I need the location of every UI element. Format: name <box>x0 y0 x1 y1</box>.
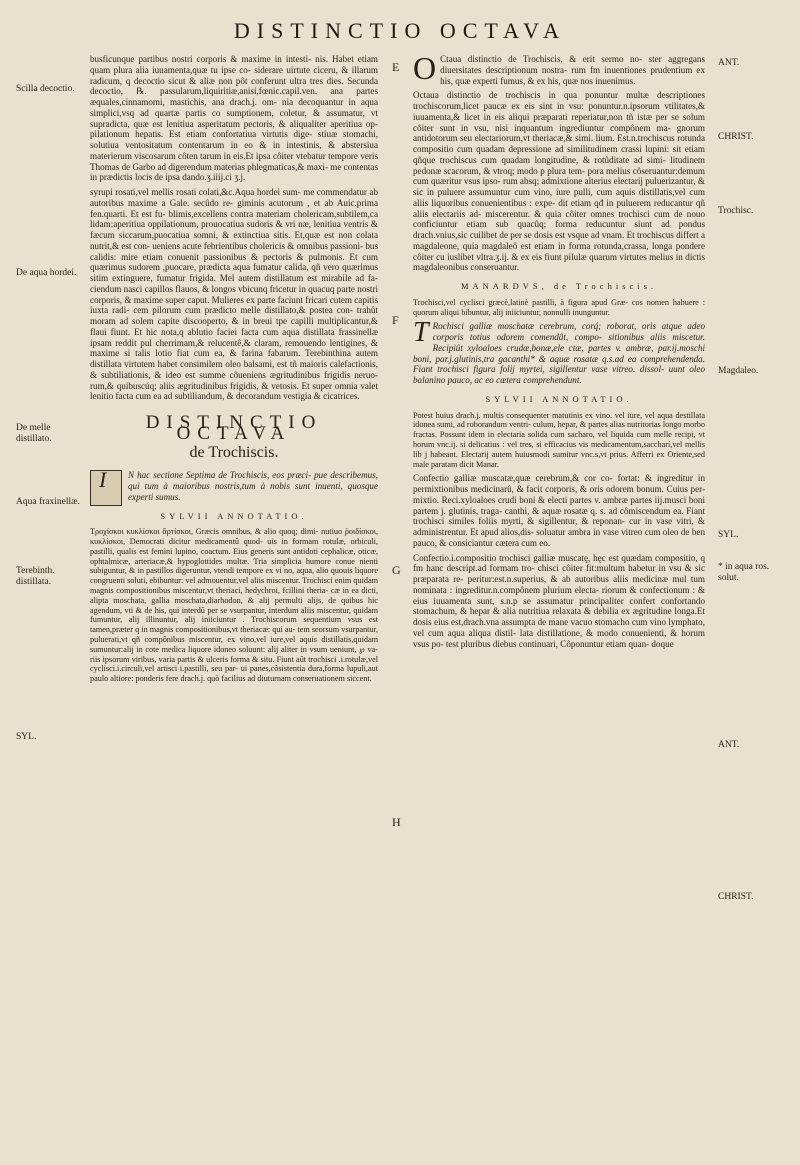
paragraph: Octaua distinctio de trochiscis in qua ponuntur multæ descriptiones trochiscorum,licet paucæ ex eis sint in vsu: ponuntur.n.ipsorum vtilitates,& iuuamenta,& licet in eis aliqui præparati reperiatur,non tñ istæ per se solum côiter sunt in vsu, nisi inquantum ingrediuntur compônem ma- gnorum antidotorum seu electariorum,vt theriacæ,& simi. lium. Est.n.trochiscus rotunda compositio cum quadam depressione ad similitudinem crassi lupini: sit etiam qñque trochiscus cum quadam longitudine, & rotûditate ad simi- litudinem pedonæ scacorum, & vtroq; modo p plura tem- pora melius côseruantur:demum cum quæritur vsus ipso- rum absq; admixtione alterius electarij puluerizantur, & sic in puluere assumuntur cum vino, iure pulli, cum aquis distillatis,vel cum aliis liquoribus conuenientibus : expe- dit etiam qđ in puluerem reducantur qñ aliis electariis ad- miscerentur. & quia côiter omnes trochisci cum de nouo conficiuntur etiam sub quacûq; forma reducuntur siunt ad pondus drach.vnius,sic cuilibet de per se dosis est vsque ad vnam. Et trochiscus differt a magdaleone, quia magdaleô est etiam in forma rotunda,crassa, longa pondere côiter cu iuslibet vltra.ʒ.ij. & ex eis fiunt pilulæ quarum virtutes melius in dictis magdaleonibus conseruantur. <box>413 90 705 273</box>
annotation-text: Potest huius drach.j. multis consequenter matutinis ex vino. vel iure, vel aqua destillata idonea sumi, ad roborandum ventri- culum, hepar, & partes alias nutritorias longo morbo fractas. Possunt idem in electaria solida cum sacharo, vel liquida cum melle recipi, vt horum vnc.ij. si delicatius : vel tres, si efficacius vis medicamentum,saccharí,vel mellis lib j habeant. Electarij autem huiusmodi sumitur vnc.s,vt prius. Afferri ex Oriente,sed male paratam dicit Manar. <box>413 410 705 469</box>
paragraph: Confectio galliæ muscatæ,quæ cerebrum,& cor co- fortat: & ingreditur in permixtionibus medicinarû, & facit corporis, & oris odorem bonum. Cuius per- mixtio. Reci.xyloaloes crudi boni & electi partes v. ambræ partes iij.musci boni partem j. glutinis, traga- canthi, & aquæ rosatæ q. s. ad cômiscendum ea. Fiant trochisci similes foliis myrti, & sigillentur, & reponan- cur in vase vitri, & administrentur. Et apud alios,dis- soluatur ambra in vase vitreo cum oleo de ben pauco, & consiciantur cætera cum eo. <box>413 473 705 548</box>
margin-note-christ-2: CHRIST. <box>718 892 754 902</box>
margin-note-scilla: Scilla decoctio. <box>16 84 75 94</box>
intro-text: N hac sectione Septima de Trochiscis, eos præci- pue describemus, qui tum à maioribus nostris,tum à nobis sunt inuenti, quosque experti sumus. <box>128 470 378 502</box>
margin-note-melle: De melle distillato. <box>16 423 52 444</box>
margin-note-aqua-hordei: De aqua hordei. <box>16 268 77 278</box>
section-title: DISTINCTIO OCTAVA <box>145 412 323 444</box>
running-head: DISTINCTIO OCTAVA <box>233 18 567 43</box>
margin-note-syl: SYL. <box>16 732 37 742</box>
section-letter-f: F <box>392 313 399 327</box>
ornamental-initial: I <box>90 470 122 506</box>
annotation-heading: SYLVII ANNOTATIO. <box>485 393 633 404</box>
section-subtitle: de Trochiscis. <box>189 443 279 461</box>
margin-note-christ: CHRIST. <box>718 132 754 142</box>
manardus-heading: MANARDVS, de Trochiscis. <box>460 281 658 291</box>
italic-block: Rochisci galliæ moschatæ cerebrum, corq́; roborat, oris atque adeo corporis totius odorem comendât, compo- sitionibus aliis miscetur. Recipiût xyloaloes crudæ,bonæ,ele ctæ, partes v. ambræ, par.ij.moschi boni, par.j.glutinis,tra gacanthi* & aquæ rosatæ q.s.ad ea comprehendenda. Fiant trochisci figura folij myrtei, sigillentur vase vitreo. dissol- uunt oleo balanino pauco, ac eo cætera comprehendunt. <box>413 321 705 386</box>
margin-note-aqua-fraxinella: Aqua fraxinellæ. <box>16 497 80 507</box>
right-column <box>413 50 705 653</box>
manardus-text: Trochisci,vel cyclisci græcè,latinè pastilli, à figura apud Græ- cos nomen habuere : quorum aliqui bibuntur, alij iniiciuntur, nonnulli inunguntur. <box>413 297 705 317</box>
paragraph: busficunque partibus nostri corporis & maxime in intesti- nis. Habet etiam quam plura alia iuuamenta,quæ tu ipse co- siderare uirtute ciceru, & illarum radicum, q decoctio sicut & aliæ non pôt conferunt ultra tres dies. Secunda decoctio, ℞. passularum,liquiritiæ,anisi,fœnic.capil.ven. ana partes æquales,cinnamomi, mastichis, ana drach.j. om- nia decoquantur in aqua simplici,vsq ad quartæ partis co sumptionem, coletur, & assumatur, vt supradicta, quæ est lenitiua asperitatum pectoris, & aliqualiter aperitiua op- pilationum hepatis. Est etiam confortatiua virtutis dige- stiuæ stomachi, solutiua ventositatum contentarum in eo & in intestinis, & abstersiua materierum viscosarum côten tarum in eis.Et ipsa côiter vtebatur tempore veris Thomas de Garbo ad digerendum materias phlegmaticas,& maxi- me contentas in prædictis locis de ipsa dando.ʒ.iiij.ci ʒ.j. <box>90 54 378 183</box>
drop-cap-t: T <box>413 317 429 349</box>
left-column <box>90 54 378 688</box>
drop-cap-o: O <box>413 50 437 86</box>
margin-note-rosolu: * in aqua ros. solut. <box>718 562 770 583</box>
section-letter-h: H <box>392 815 401 829</box>
margin-note-ant: ANT. <box>718 58 740 68</box>
paragraph: Ctaua distinctio de Trochiscis, & erit sermo no- ster aggregans diuersitates descriptionum nostra- rum fm inuentiones prudentium ex his, quæ experti fumus, & ex his, quæ nos inuenimus. <box>440 54 705 86</box>
margin-note-trochisc: Trochisc. <box>718 206 754 216</box>
margin-note-ant-2: ANT. <box>718 740 740 750</box>
margin-note-syl-right: SYL. <box>718 530 739 540</box>
margin-note-magdal: Magdaleo. <box>718 366 759 376</box>
annotation-text: Τροχίσκοι κυκλίσκοι ἄρτίσκοι, Græcis omnibus, & alio quoq; dimi- nutiuo ῥοιδίσκοι, κυκλίσκοι, Democrati dicitur medicamentû quod- uis in formam rotulæ, orbiculi, pastilli, qualis est femini lupino, coactum. Eius generis sunt antidoti cephalicæ, oticæ, ophtalmicæ, arteriacæ,& hypoglottides multæ. Tria simplicia humore conue nienti subiguntur, & in pastillos digeruntur, vtendi tempore ex vi no, aqua, alio quouis liquore congruenti soluti, ebibuntur: vel admouentur,vel aliis miscentur. Trochisci enim quidam magnis compositionibus miscentur,vt theriaci, hedychroi, fcillini theria- cæ in ea dicti, alipta moschata, gallia moschata,diarhodon, & alij permulti alijs, de quibus hic agendum, vti & de his, qui interdû per se vsurpantur, interdum aliis miscentur, quidam fumuntur, alij illinuntur, alij iniiciuntur . Trochiscorum sequentium vsus est tamen,præter q in magnis compositionibus,vt theriacæ: qui au- tem seorsum vsurpantur, puluerati,vt qñ compônibus miscentur, ex vino,vel iure,vel aquis distillatis,quidam sumuntur:alij in cote medica liquore idoneo soluunt: alij aliter in vsum ueniunt, ℘ va- riis ipsorum viribus, varia partis & ulceris forma & situ. Fiunt aût trochisci .i.rotulæ,vel cyclisci.i.circuli,vel artisci i.pastilli, seu par- ui panes,côsistentia dura,forma lupuli,aut paulo altiore: ponderis fere drach.j. quò facilius ad diuturnam conseruationem siccent. <box>90 527 378 684</box>
section-letter-e: E <box>392 60 400 74</box>
annotation-heading: SYLVII ANNOTATIO. <box>160 510 308 521</box>
section-letter-g: G <box>392 563 401 577</box>
margin-note-terebinthina: Terebinth. distillata. <box>16 566 55 587</box>
paragraph: syrupi rosati,vel mellis rosati colati,&c.Aqua hordei sum- me commendatur ab autoribus maxime a Gale. secûdo re- giminis acutorum , et ab Auic.prima fen.quarti. Et est fu- blimis,excellens contra materiam cholericam,subtilem,ca lidam:aperitiua oppilationum, prouocatiua sudoris & vri næ, lenitiua ventris & fæcum siccarum,puocatiua somni, & extinctiua sitis. Et,quæ est non colata nutrit,& est con- ueniens acute febrientibus cholericis & omnibus passioni- bus calidis: mire etiam conuenit passionibus & pectoris & pulmonis. Et cum quærimus sudorem ,puocare, prædicta aqua fumatur calida, qñ vero quærimus sitim extinguere, fumatur frigida. Mel autem distillatum est mirabile ad fa- ciendum nasci capillos flauos, & longos vbicunq fricetur in quacuq parte nostri corporis, & maxime super caput. Mulieres ex parte faciunt fricari cutem capitis iuxta radi- cem pilorum cum prædicto melle distillato,& postea con- trahût moram ad solem capite discooperto, & in breui tpe capilli multiplicantur,& flaui fiunt. Et hic nota,q ablutio faciei facta cum aqua distillata frassinellæ ipsam reddit pul cherrimam,& relucentê,& claram, remouendo lentigines, & maxime si talis lotio fiat cum ea, & farina fabarum. Terebinthina autem distillata virtutem habet consimilem oleo balsami, est tñ maioris calefactionis, & subtiliationis, & ideo est summe côueniens ægritudinibus frigidis neruo- rum,& quibuscúq; aliis ægritudinibus frigidis, & vetosis. Et super omnia valet lenitio facta cum ea ad subtiliandum, & decorandum vestigia & cicatrices. <box>90 187 378 402</box>
paragraph: Confectio.i.compositio trochisci galliæ muscatę, hęc est quædam compositio, q fm hanc descript.ad formam tro- chisci côiter fit:multum habetur in vsu & sic præparata re- peritur:est.n.superius, & ab autoribus aliis medicinæ mul tum nominata : ingreditur.n.compônem plurium electa- riorum & confectionum : & eius iuuamenta sunt, s.n.p se assumatur principaliter confert confortando stomachum, & hepar & alia nutritiua relaxata & debilia ex ægritudine longa.Et dosis eius est,drach.vna assumpta de mane vacuo stomacho cum vino lymphato, vel cum aqua aliqua distil- lata distillatione, & modo conuenienti, & horum vsus po- test pluribus diebus continuari, Côponuntur etiam quan- doque <box>413 552 705 649</box>
